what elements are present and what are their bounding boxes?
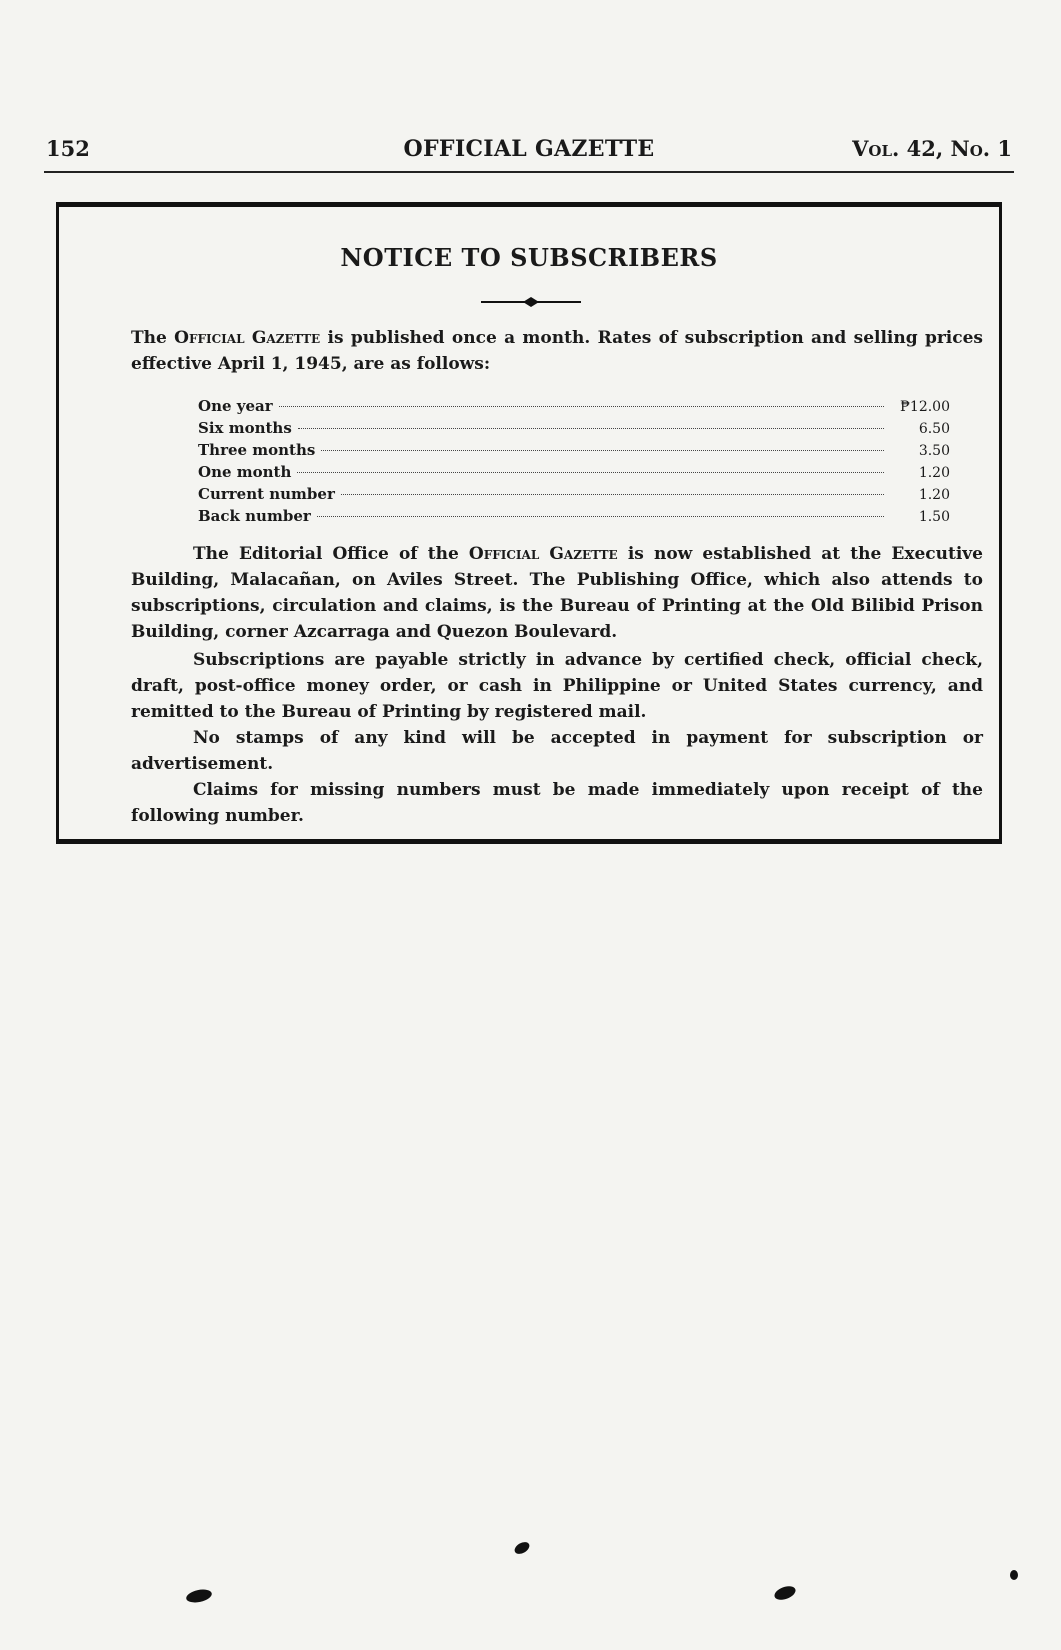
rate-price: 1.50 xyxy=(918,509,950,525)
ink-smudge xyxy=(513,1540,532,1557)
rate-row xyxy=(198,441,950,463)
ink-smudge xyxy=(185,1587,213,1604)
intro-paragraph xyxy=(131,325,983,377)
notice-box xyxy=(56,202,1002,844)
editorial-text: is now established at the Executive Building, Malacañan, on Aviles Street. The Publishing Office, which also attends to subscriptions, circulation and claims, is the Bureau of Printing at the Old Bilibid Prison Building, corner Azcarraga and Quezon Boulevard. xyxy=(131,544,984,642)
claims-paragraph: Claims for missing numbers must be made immediately upon receipt of the following number. xyxy=(131,780,983,826)
notice-title: NOTICE TO SUBSCRIBERS xyxy=(340,243,718,272)
rate-table xyxy=(198,397,950,529)
intro-the: The xyxy=(131,328,167,348)
stamps-paragraph: No stamps of any kind will be accepted in payment for subscription or advertisement. xyxy=(131,728,983,774)
rate-label: Six months xyxy=(198,419,292,437)
rate-label: Three months xyxy=(198,441,316,459)
rate-price: 1.20 xyxy=(918,465,950,481)
ink-smudge xyxy=(773,1584,798,1603)
editorial-lead: The Editorial Office of the xyxy=(193,544,459,564)
leader-dots xyxy=(321,450,884,451)
rate-label: One year xyxy=(198,397,273,415)
gazette-name: Official Gazette xyxy=(174,328,321,348)
rate-price: 1.20 xyxy=(918,487,950,503)
publication-title: OFFICIAL GAZETTE xyxy=(403,136,655,162)
rate-price: 3.50 xyxy=(918,443,950,459)
intro-text: is published once a month. Rates of subscription and selling prices effective April 1, 1945, are as follows: xyxy=(131,328,984,374)
editorial-paragraph xyxy=(131,541,983,645)
gazette-name: Official Gazette xyxy=(468,544,618,564)
rate-price: ₱12.00 xyxy=(900,399,950,415)
payment-paragraph: Subscriptions are payable strictly in advance by certified check, official check, draft, post-office money order, or cash in Philippine or United States currency, and remitted to the Bureau of Printing by registered mail. xyxy=(131,650,983,722)
rate-row xyxy=(198,397,950,419)
page-header xyxy=(46,136,1012,166)
rate-row xyxy=(198,507,950,529)
leader-dots xyxy=(317,516,884,517)
ink-smudge xyxy=(1010,1570,1018,1580)
rate-price: 6.50 xyxy=(918,421,950,437)
rate-row xyxy=(198,463,950,485)
volume-number: Vol. 42, No. 1 xyxy=(852,136,1012,161)
leader-dots xyxy=(297,472,884,473)
header-rule xyxy=(44,171,1014,173)
rate-label: Back number xyxy=(198,507,311,525)
page-number: 152 xyxy=(46,136,90,161)
rate-row xyxy=(198,485,950,507)
leader-dots xyxy=(341,494,884,495)
leader-dots xyxy=(279,406,884,407)
leader-dots xyxy=(298,428,884,429)
rate-row xyxy=(198,419,950,441)
rate-label: Current number xyxy=(198,485,335,503)
ornament-divider-icon xyxy=(481,295,581,309)
rate-label: One month xyxy=(198,463,292,481)
